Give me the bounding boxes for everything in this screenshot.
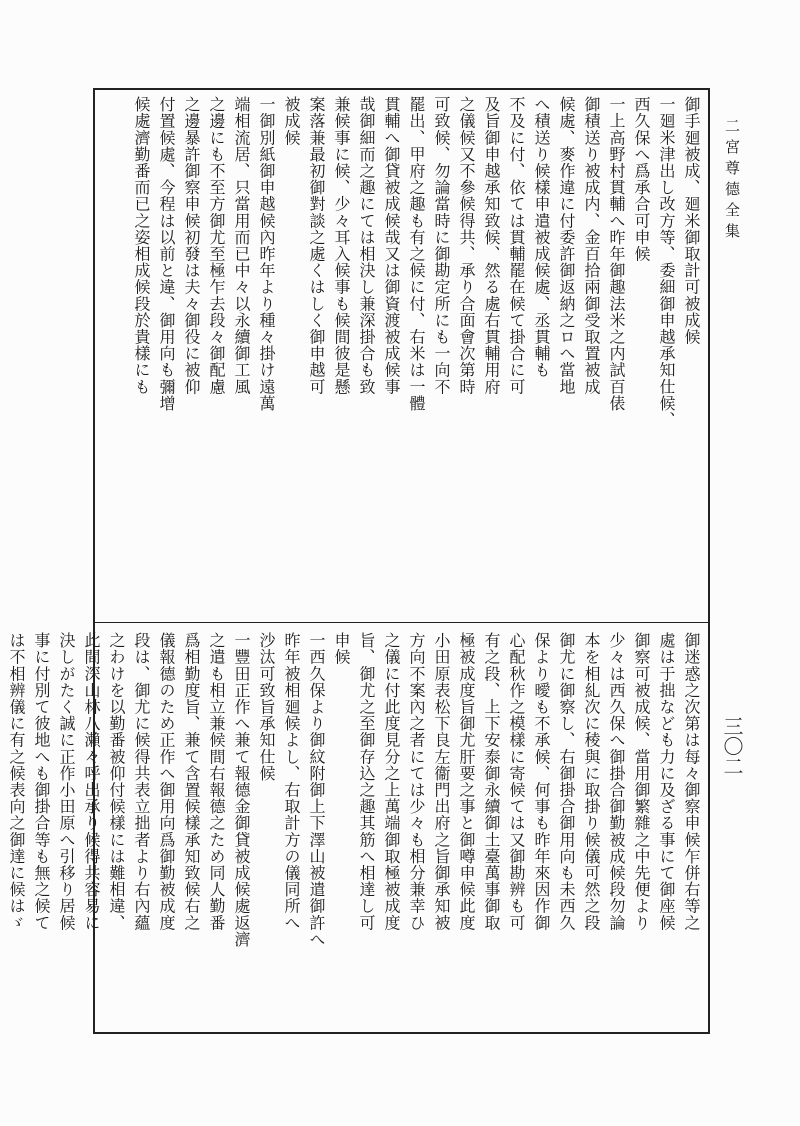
- text-column: 御手廻被成、廻米御取計可被成候: [682, 96, 701, 345]
- text-column: 旨、御尤之至御存込之趣其筋へ相達し可: [357, 632, 376, 931]
- text-column: 段は、御尤に候得共表立拙者より右內蘊: [132, 632, 151, 931]
- text-column: 貫輔へ御貸被成候哉又は御資渡被成候事: [382, 96, 401, 395]
- lower-text-block: [7, 632, 704, 1028]
- text-column: 沙汰可致旨承知仕候: [257, 632, 276, 782]
- text-column: 罷出、甲府之趣も有之候に付、右米は一體: [407, 96, 426, 412]
- text-column: へ積送り候樣申遣被成候處、丞貫輔も: [532, 96, 551, 379]
- text-column: 哉御細而之趣にては相決し兼深掛合も致: [357, 96, 376, 395]
- text-column: 之邊にも不至方御尤至極乍去段々御配慮: [207, 96, 226, 395]
- text-column: 西久保へ爲承合可申候: [632, 96, 651, 262]
- text-column: 一上高野村貫輔へ昨年御趣法米之内試百俵: [607, 96, 626, 412]
- text-column: 本を相糺次に稜與に取掛り候儀可然之段: [582, 632, 601, 931]
- text-column: 昨年被相廻候よし、右取計方の儀同所へ: [282, 632, 301, 931]
- text-column: 申候: [332, 632, 351, 666]
- text-column: 案落兼最初御對談之處くはしく御申越可: [307, 96, 326, 395]
- text-column: 有之段、上下安泰御永續御土臺萬事御取: [482, 632, 501, 931]
- text-column: 儀報德のため正作へ御用向爲御勤被成度: [157, 632, 176, 931]
- middle-divider: [93, 622, 710, 623]
- text-column: 極被成度旨御尤肝要之事と御噂申候此度: [457, 632, 476, 931]
- text-column: 候處、麥作違に付委許御返納之ロへ當地: [557, 96, 576, 395]
- text-column: 爲相勤度旨、兼て含置候樣承知致候右之: [182, 632, 201, 931]
- text-column: は不相辨儀に有之候表向之御達に候はゞ: [7, 632, 26, 931]
- text-column: 決しがたく誠に正作小田原へ引移り居候: [57, 632, 76, 931]
- text-column: 御尤に御察し、右御掛合御用向も未西久: [557, 632, 576, 931]
- text-column: 御察可被成候、當用御繁雜之中先便より: [632, 632, 651, 931]
- text-column: 少々は西久保へ御掛合御勤被成候段勿論: [607, 632, 626, 931]
- text-column: 及旨御申越承知致候、然る處右貫輔用府: [482, 96, 501, 395]
- text-column: [0, 632, 4, 1028]
- text-column: 之わけを以勤番被仰付候樣には難相違、: [107, 632, 126, 931]
- text-column: 之儀に付此度見分之上萬端御取極被成度: [382, 632, 401, 931]
- text-column: 候處濟勤番而已之姿相成候段於貴樣にも: [132, 96, 151, 395]
- upper-text-block: [100, 96, 704, 616]
- text-column: 之遣も相立兼候間右報德之ため同人勤番: [207, 632, 226, 931]
- text-column: 付置候處、今程は以前と違、御用向も彌增: [157, 96, 176, 412]
- text-column: 一廻米津出し改方等、委細御申越承知仕候、: [657, 96, 676, 428]
- text-column: 心配秋作之模樣に寄候ては又御勘辨も可: [507, 632, 526, 931]
- page-number: 三〇二: [720, 716, 744, 776]
- text-column: 此間深山林八瀨々呼出承り候得共容易に: [82, 632, 101, 931]
- text-column: 保より曖も不承候、何事も昨年來因作御: [532, 632, 551, 931]
- text-column: 兼候事に候、少々耳入候事も候間彼是懸: [332, 96, 351, 395]
- text-column: 方向不案內之者にては少々も相分兼幸ひ: [407, 632, 426, 931]
- text-column: 可致候、勿論當時に御勘定所にも一向不: [432, 96, 451, 395]
- text-column: 之邊暴許御察申候初發は夫々御役に被仰: [182, 96, 201, 395]
- running-head: 二宮尊德全集: [723, 118, 741, 244]
- text-column: 端相流居、只當用而已中々以永續御工風: [232, 96, 251, 395]
- text-column: 小田原表松下良左衞門出府之旨御承知被: [432, 632, 451, 931]
- text-column: 不及に付、依ては貫輔罷在候て掛合に可: [507, 96, 526, 395]
- text-column: 被成候: [282, 96, 301, 146]
- text-column: 一御別紙御申越候內昨年より種々掛け遠萬: [257, 96, 276, 412]
- text-column: 之儀候又不參候得共、承り合面會次第時: [457, 96, 476, 395]
- text-column: 一西久保より御紋附御上下澤山被遣御許へ: [307, 632, 326, 948]
- text-column: 事に付別て彼地へも御掛合等も無之候て: [32, 632, 51, 931]
- text-column: 一豐田正作へ兼て報德金御貸被成候處返濟: [232, 632, 251, 948]
- text-column: 御積送り被成内、金百拾兩御受取置被成: [582, 96, 601, 395]
- text-column: 御迷惑之次第は每々御察申候乍併右等之: [682, 632, 701, 931]
- text-column: 處は于拙なども力に及ざる事にて御座候: [657, 632, 676, 931]
